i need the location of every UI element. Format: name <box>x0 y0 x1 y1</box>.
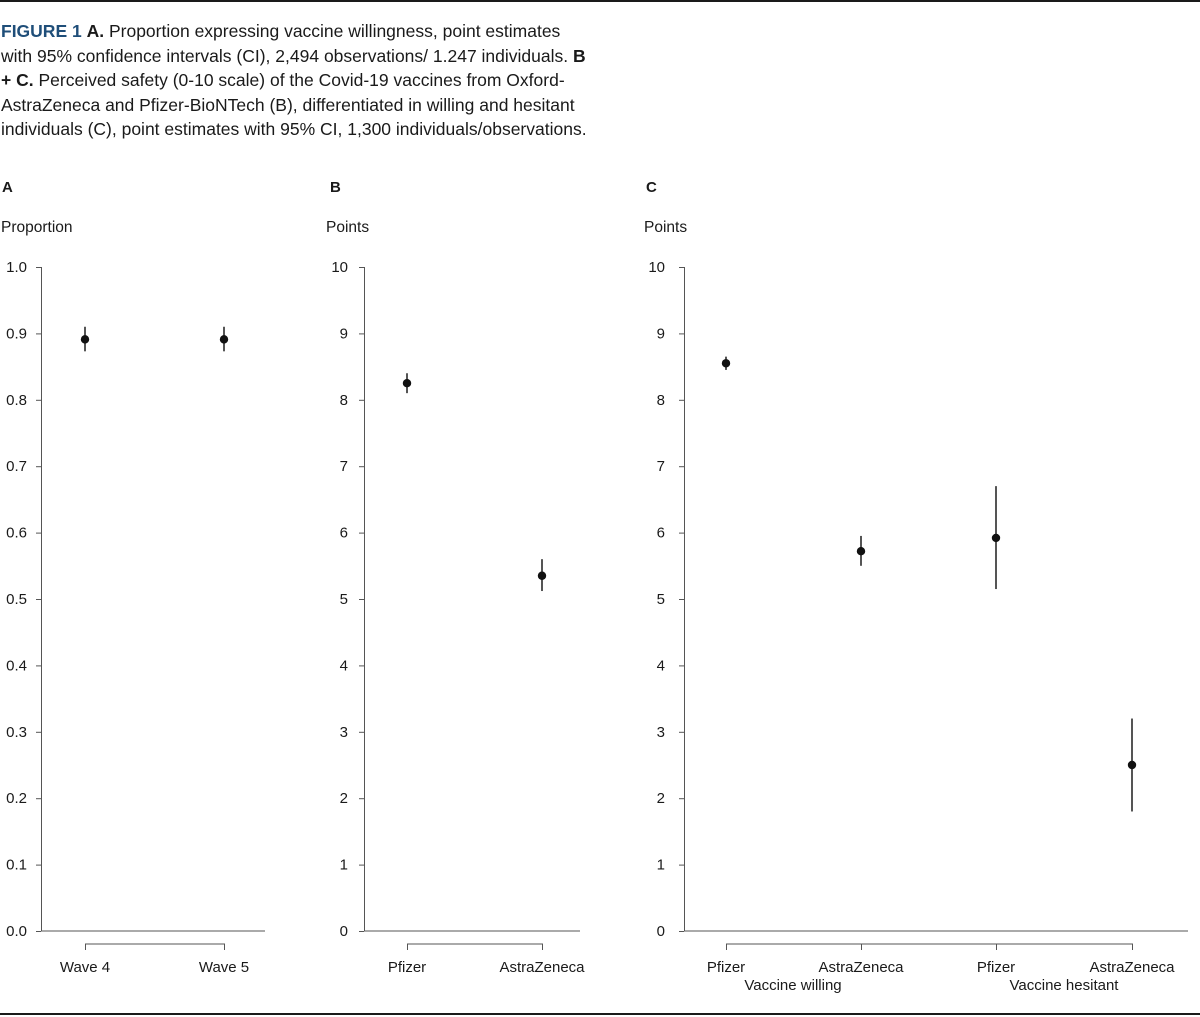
panel-c-group-label: Vaccine hesitant <box>1009 977 1119 994</box>
caption-part-bc-label: B + C. <box>1 45 586 91</box>
panel-a-y-tick-label: 0.3 <box>6 723 27 741</box>
panel-c-y-tick-label: 8 <box>656 391 665 409</box>
panel-b-x-bracket <box>408 944 543 950</box>
panel-c-y-axis-title: Points <box>644 219 688 236</box>
panel-b-y-tick-label: 2 <box>339 790 348 808</box>
panel-c-y-tick-label: 5 <box>656 591 665 608</box>
panel-b-y-tick-label: 8 <box>339 391 348 409</box>
panel-c-point <box>1128 761 1136 769</box>
panel-a-letter: A <box>2 179 13 196</box>
panel-a-category-label: Wave 4 <box>59 959 111 976</box>
panel-b-point <box>538 572 546 580</box>
panel-c-y-tick-label: 10 <box>648 259 665 276</box>
panel-b-y-tick-label: 0 <box>339 923 348 940</box>
panel-a-y-axis-title: Proportion <box>1 219 73 236</box>
panel-a-y-tick-label: 0.6 <box>6 524 27 542</box>
panel-c-y-tick-label: 3 <box>656 723 665 741</box>
panel-c-point <box>857 547 865 555</box>
panel-a-y-tick-label: 0.2 <box>6 790 27 808</box>
caption-part-bc-text: Perceived safety (0-10 scale) of the Covid-19 vaccines from Oxford-AstraZeneca and Pfizer-BioNTech (B), differentiated in willing and hesitant individuals (C), point estimates with 95% CI, 1,300 individuals/observations. <box>1 70 587 140</box>
panel-b-category-label: AstraZeneca <box>499 959 585 976</box>
panel-c-letter: C <box>646 179 657 196</box>
panel-a-y-tick-label: 0.5 <box>6 591 27 608</box>
panel-c-x-bracket <box>727 944 1133 950</box>
panel-a-x-bracket <box>86 944 225 950</box>
caption-part-a-label: A. <box>86 21 105 41</box>
panel-c-y-tick-label: 2 <box>656 790 665 808</box>
panel-b-y-tick-label: 7 <box>339 458 348 476</box>
panel-a-y-tick-label: 0.7 <box>6 458 27 476</box>
panel-c-category-label: AstraZeneca <box>1089 959 1175 976</box>
panel-b-point <box>403 379 411 387</box>
panel-c-y-tick-label: 9 <box>656 325 665 343</box>
figure-label: FIGURE 1 <box>1 21 82 41</box>
panel-b-letter: B <box>330 179 341 196</box>
panel-b-axes <box>365 267 581 931</box>
panel-c-category-label: Pfizer <box>976 959 1016 976</box>
panel-a-y-tick-label: 0.8 <box>6 391 27 409</box>
panel-b-y-tick-label: 5 <box>339 591 348 608</box>
panel-c-y-tick-label: 1 <box>656 856 665 874</box>
panel-c-category-label: Pfizer <box>706 959 746 976</box>
panel-c-y-tick-label: 4 <box>656 657 665 675</box>
panel-c-point <box>992 534 1000 542</box>
caption-part-a-text: Proportion expressing vaccine willingness, point estimates with 95% confidence intervals (CI), 2,494 observations/ 1.247 individuals. <box>1 21 569 66</box>
panel-a-point <box>81 335 89 343</box>
panel-b-y-axis-title: Points <box>326 219 370 236</box>
panel-c-category-label: AstraZeneca <box>818 959 904 976</box>
panel-b-y-tick-label: 10 <box>331 259 348 276</box>
panel-c-group-label: Vaccine willing <box>744 977 842 994</box>
panel-a-y-tick-label: 1.0 <box>6 259 27 276</box>
panel-c-y-tick-label: 0 <box>656 923 665 940</box>
panel-b-y-tick-label: 4 <box>339 657 348 675</box>
panel-c-axes <box>685 267 1189 931</box>
panel-c-y-tick-label: 6 <box>656 524 665 542</box>
panel-a-category-label: Wave 5 <box>198 959 250 976</box>
panel-b-y-tick-label: 9 <box>339 325 348 343</box>
bottom-rule <box>0 1013 1200 1015</box>
panel-b-y-tick-label: 3 <box>339 723 348 741</box>
panel-a-y-tick-label: 0.4 <box>6 657 27 675</box>
panel-c-point <box>722 359 730 367</box>
panel-a-y-tick-label: 0.9 <box>6 325 27 343</box>
panel-a-y-tick-label: 0.0 <box>6 923 27 940</box>
panel-a-point <box>220 335 228 343</box>
panel-a-y-tick-label: 0.1 <box>6 856 27 874</box>
panel-b-category-label: Pfizer <box>387 959 427 976</box>
panel-c-y-tick-label: 7 <box>656 458 665 476</box>
panel-b-y-tick-label: 6 <box>339 524 348 542</box>
panel-a-axes <box>42 267 266 931</box>
panel-b-y-tick-label: 1 <box>339 856 348 874</box>
